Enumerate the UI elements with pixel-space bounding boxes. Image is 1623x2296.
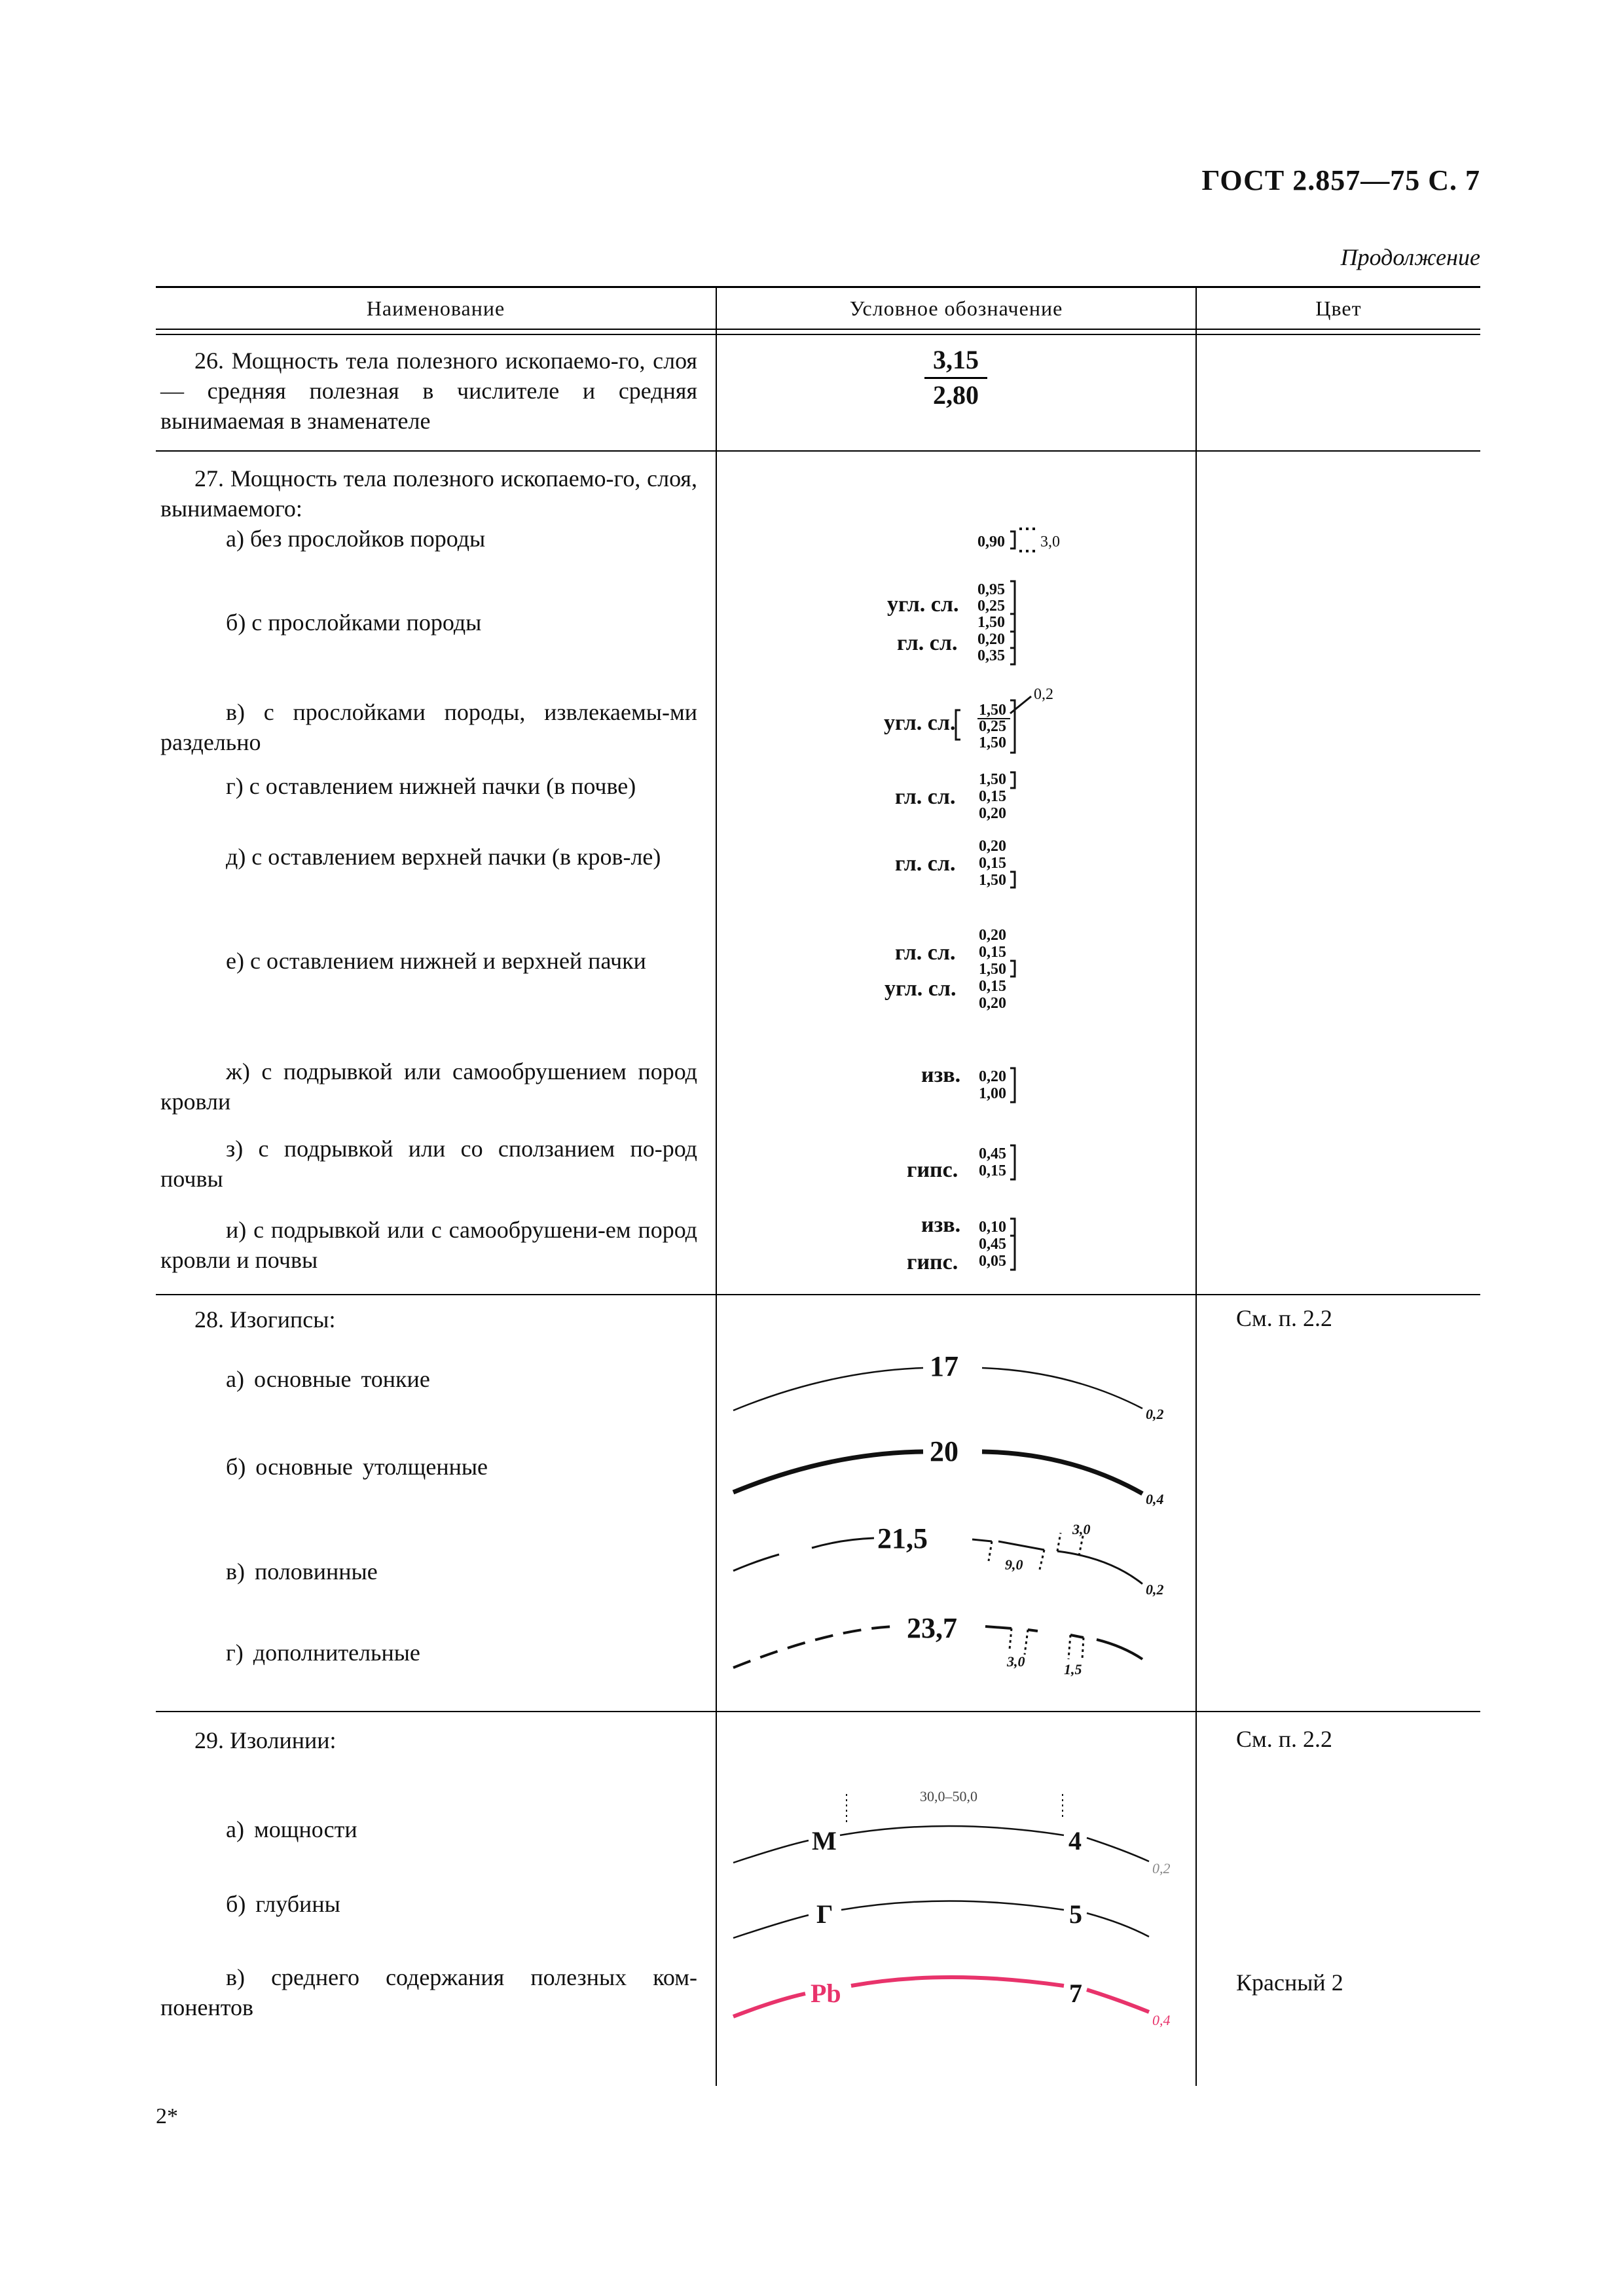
sym-i-n0: 0,10 <box>979 1219 1006 1236</box>
table-header-double-2 <box>156 334 1480 335</box>
row29-v: в) среднего содержания полезных ком-понентов <box>160 1964 697 2020</box>
row27-b: б) с прослойками породы <box>226 609 482 636</box>
row28-title: 28. Изогипсы: <box>194 1306 336 1333</box>
sym-e-label1: гл. сл. <box>895 941 956 965</box>
sym-b-n1: 0,25 <box>977 598 1005 615</box>
row28-b: б) основные утолщенные <box>226 1454 488 1480</box>
row27-zh: ж) с подрывкой или самообрушением пород кровли <box>160 1058 697 1115</box>
label-17: 17 <box>930 1350 958 1382</box>
row28-symbols <box>717 1296 1195 1711</box>
row26-numerator: 3,15 <box>933 345 979 374</box>
row29-b: б) глубины <box>226 1891 340 1917</box>
sym-zh-n0: 0,20 <box>979 1068 1006 1085</box>
row26-name: 26. Мощность тела полезного ископаемо-го, слоя — средняя полезная в числителе и средняя вынимаемая в знаменателе <box>160 348 697 434</box>
sym-d-n1: 0,15 <box>979 855 1006 872</box>
sym-g-n2: 0,20 <box>979 805 1006 822</box>
row-divider-27 <box>156 1294 1480 1295</box>
page-header: ГОСТ 2.857—75 С. 7 <box>1201 164 1480 196</box>
row29-color-red: Красный 2 <box>1236 1969 1343 1996</box>
isoline-content <box>733 1994 805 2017</box>
sym-zh-n1: 1,00 <box>979 1085 1006 1102</box>
sym-e-n3: 0,15 <box>979 978 1006 995</box>
isohypse-thick <box>733 1452 923 1492</box>
page-footer: 2* <box>156 2104 178 2128</box>
width-a: 0,2 <box>1146 1406 1164 1422</box>
label-M: М <box>812 1826 837 1856</box>
row28-v: в) половинные <box>226 1558 378 1585</box>
sym-i-n1: 0,45 <box>979 1236 1006 1253</box>
label-7: 7 <box>1069 1979 1082 2008</box>
column-header-symbol: Условное обозначение <box>849 296 1063 320</box>
sym-i-n2: 0,05 <box>979 1253 1006 1270</box>
row27-a: а) без прослойков породы <box>226 526 486 552</box>
sym-d-n0: 0,20 <box>979 838 1006 855</box>
sym-i-label2: гипс. <box>907 1250 958 1274</box>
row28-color: См. п. 2.2 <box>1236 1305 1333 1331</box>
label-21-5: 21,5 <box>877 1522 928 1554</box>
dim-g2: 1,5 <box>1064 1661 1082 1677</box>
row26-fraction-bar <box>924 377 987 379</box>
row29-symbols <box>717 1712 1195 2085</box>
dim-v2: 3,0 <box>1072 1521 1091 1537</box>
sym-e-n0: 0,20 <box>979 927 1006 944</box>
sym-a-left: 0,90 <box>977 533 1005 550</box>
label-G: Г <box>816 1899 833 1929</box>
sym-zh-label: изв. <box>921 1063 961 1087</box>
row27-d: д) с оставлением верхней пачки (в кров-ле) <box>226 844 661 870</box>
sym-e-n1: 0,15 <box>979 944 1006 961</box>
isohypse-additional <box>733 1626 894 1668</box>
sym-e-n4: 0,20 <box>979 995 1006 1012</box>
range-label: 30,0–50,0 <box>920 1788 977 1804</box>
sym-e-n2: 1,50 <box>979 961 1006 978</box>
sym-v-n0: 1,50 <box>979 702 1006 719</box>
label-23-7: 23,7 <box>907 1612 957 1644</box>
row27-g: г) с оставлением нижней пачки (в почве) <box>226 773 636 799</box>
row27-symbols <box>717 452 1195 1294</box>
sym-v-extra: 0,2 <box>1034 686 1053 703</box>
table-header-double-1 <box>156 329 1480 330</box>
row27-z: з) с подрывкой или со сползанием по-род почвы <box>160 1136 697 1192</box>
isohypse-thin <box>733 1368 923 1410</box>
isohypse-half <box>733 1554 779 1571</box>
sym-z-label: гипс. <box>907 1158 958 1182</box>
sym-z-n0: 0,45 <box>979 1145 1006 1162</box>
row27-title: 27. Мощность тела полезного ископаемо-го, слоя, вынимаемого: <box>160 465 697 522</box>
sym-d-label: гл. сл. <box>895 852 956 876</box>
width-29a: 0,2 <box>1152 1860 1171 1876</box>
sym-z-n1: 0,15 <box>979 1162 1006 1179</box>
sym-a-right: 3,0 <box>1040 533 1060 550</box>
row27-v: в) с прослойками породы, извлекаемы-ми раздельно <box>160 699 697 755</box>
sym-b-n3: 0,20 <box>977 631 1005 648</box>
column-header-name: Наименование <box>366 296 505 320</box>
col-divider-2 <box>1195 286 1197 2086</box>
width-b: 0,4 <box>1146 1491 1164 1507</box>
width-v: 0,2 <box>1146 1581 1164 1598</box>
row28-g: г) дополнительные <box>226 1640 420 1666</box>
sym-v-n2: 1,50 <box>979 734 1006 751</box>
sym-g-n0: 1,50 <box>979 771 1006 788</box>
sym-e-label2: угл. сл. <box>884 977 957 1001</box>
sym-b-n0: 0,95 <box>977 581 1005 598</box>
sym-b-label2: гл. сл. <box>897 631 958 655</box>
row29-a: а) мощности <box>226 1816 357 1842</box>
row26-denominator: 2,80 <box>933 380 979 410</box>
sym-d-n2: 1,50 <box>979 872 1006 889</box>
sym-b-label1: угл. сл. <box>887 592 959 617</box>
isoline-thickness <box>733 1840 809 1863</box>
row27-i: и) с подрывкой или с самообрушени-ем пород кровли и почвы <box>160 1217 697 1273</box>
row27-e: е) с оставлением нижней и верхней пачки <box>226 948 646 974</box>
column-header-color: Цвет <box>1315 296 1362 320</box>
continuation-label: Продолжение <box>1340 244 1480 270</box>
sym-b-n2: 1,50 <box>977 614 1005 631</box>
label-20: 20 <box>930 1435 958 1467</box>
row29-title: 29. Изолинии: <box>194 1727 337 1753</box>
width-29v: 0,4 <box>1152 2012 1171 2028</box>
sym-v-n1: 0,25 <box>979 718 1006 735</box>
sym-b-n4: 0,35 <box>977 647 1005 664</box>
sym-v-label: угл. сл. <box>884 711 956 735</box>
dim-v1: 9,0 <box>1005 1556 1023 1573</box>
row29-color: См. п. 2.2 <box>1236 1726 1333 1752</box>
dim-g1: 3,0 <box>1007 1653 1025 1670</box>
sym-g-n1: 0,15 <box>979 788 1006 805</box>
sym-i-label1: изв. <box>921 1213 961 1237</box>
label-5: 5 <box>1069 1899 1082 1929</box>
isoline-depth <box>733 1915 809 1938</box>
label-Pb: Pb <box>811 1979 841 2008</box>
sym-g-label: гл. сл. <box>895 785 956 809</box>
row28-a: а) основные тонкие <box>226 1366 430 1392</box>
label-4: 4 <box>1068 1826 1082 1856</box>
